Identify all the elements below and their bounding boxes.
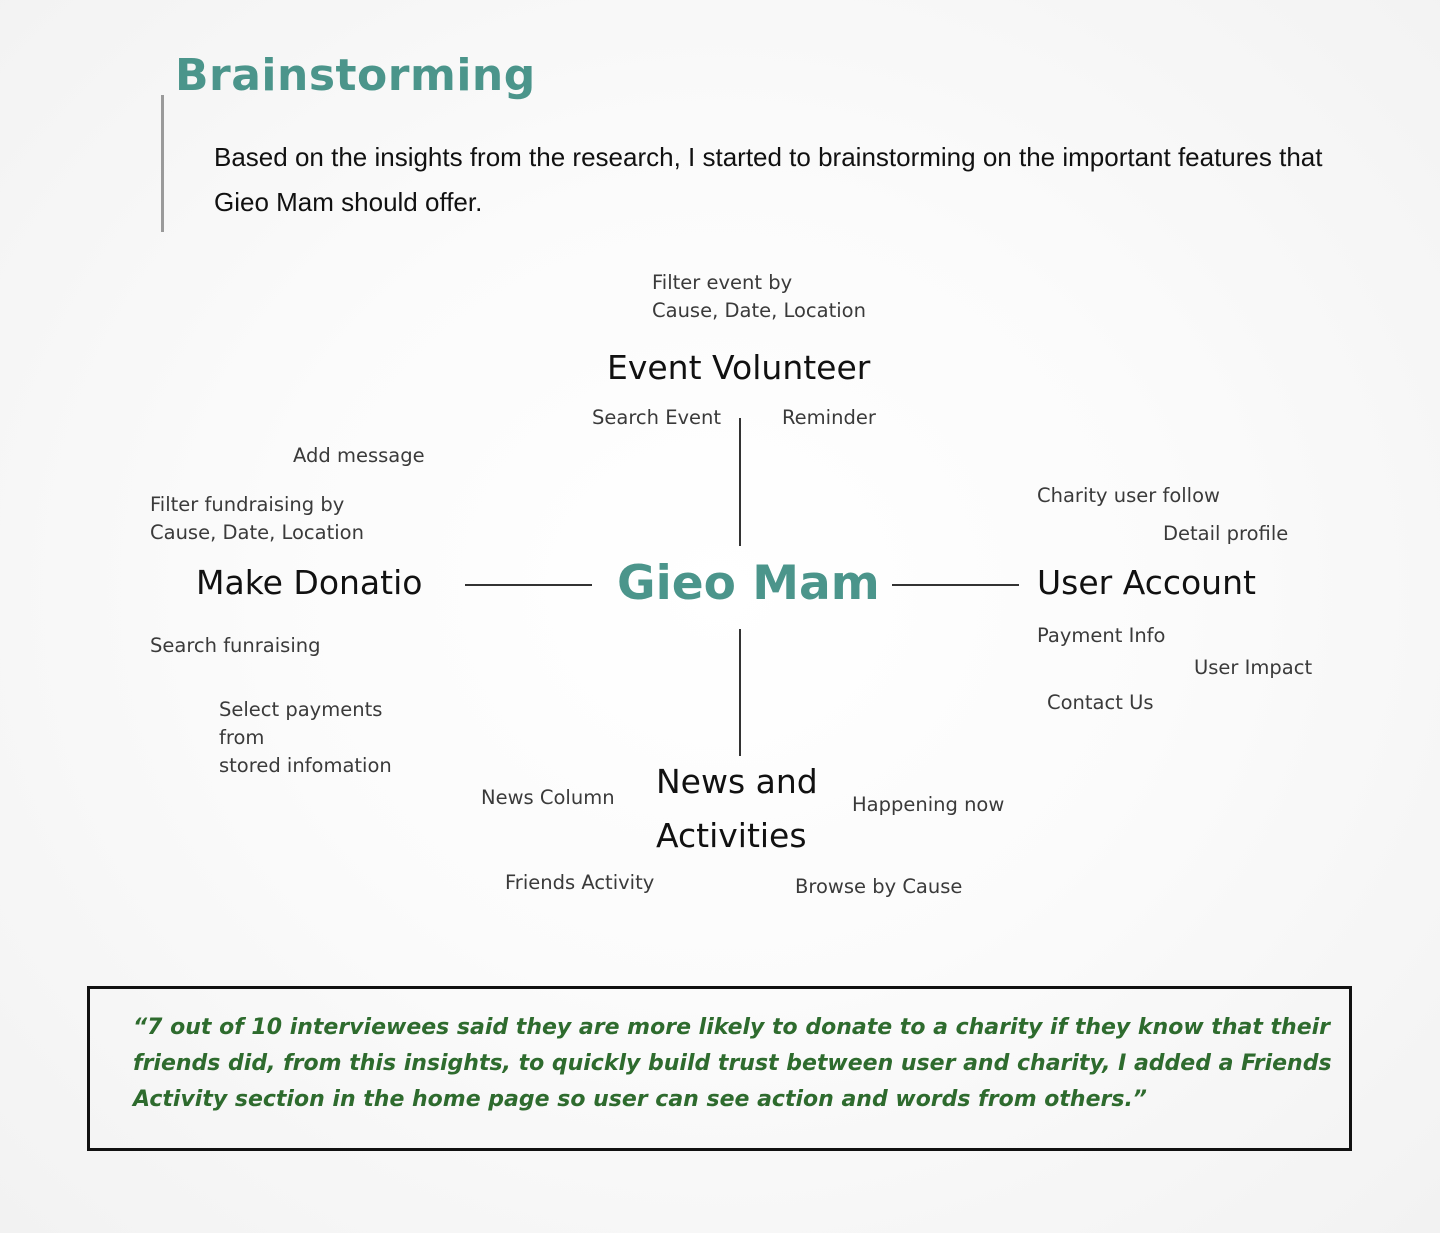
connector-top	[739, 418, 741, 546]
user-account-node: User Account	[1037, 563, 1256, 602]
make-donation-node: Make Donatio	[196, 563, 423, 602]
connector-right	[892, 584, 1019, 586]
intro-accent-bar	[161, 95, 164, 232]
event-filter-note	[652, 269, 866, 325]
account-payment-info-note: Payment Info	[1037, 624, 1166, 647]
connector-left	[465, 584, 592, 586]
donation-payment-line3: stored infomation	[219, 754, 392, 777]
donation-filter-line2: Cause, Date, Location	[150, 521, 364, 544]
donation-payment-line2: from	[219, 726, 265, 749]
account-charity-follow-note: Charity user follow	[1037, 484, 1220, 507]
news-activities-node	[656, 755, 818, 863]
donation-payment-note	[219, 696, 392, 780]
event-search-note: Search Event	[592, 406, 722, 429]
news-friends-activity-note: Friends Activity	[505, 871, 655, 894]
donation-add-message-note: Add message	[293, 444, 425, 467]
event-filter-line2: Cause, Date, Location	[652, 299, 866, 322]
intro-text: Based on the insights from the research, I started to brainstorming on the important features that Gieo Mam should offer.	[214, 142, 1323, 217]
donation-filter-line1: Filter fundraising by	[150, 493, 345, 516]
donation-payment-line1: Select payments	[219, 698, 383, 721]
donation-search-note: Search funraising	[150, 634, 321, 657]
news-activities-line1: News and	[656, 762, 818, 801]
news-column-note: News Column	[481, 786, 615, 809]
news-browse-by-cause-note: Browse by Cause	[795, 875, 963, 898]
page-title: Brainstorming	[175, 50, 536, 101]
donation-filter-note	[150, 491, 364, 547]
mindmap-center-node: Gieo Mam	[617, 556, 880, 611]
news-activities-line2: Activities	[656, 816, 807, 855]
news-happening-now-note: Happening now	[852, 793, 1005, 816]
account-contact-us-note: Contact Us	[1047, 691, 1154, 714]
event-reminder-note: Reminder	[782, 406, 876, 429]
event-filter-line1: Filter event by	[652, 271, 793, 294]
account-user-impact-note: User Impact	[1194, 656, 1313, 679]
event-volunteer-node: Event Volunteer	[607, 348, 871, 387]
account-detail-profile-note: Detail profile	[1163, 522, 1289, 545]
insight-quote-text: “7 out of 10 interviewees said they are more likely to donate to a charity if they know that their friends did, from this insights, to quickly build trust between user and charity, I added a Friends Activity section in the home page so user can see action and words from others.”	[133, 1015, 1332, 1112]
connector-bottom	[739, 629, 741, 756]
